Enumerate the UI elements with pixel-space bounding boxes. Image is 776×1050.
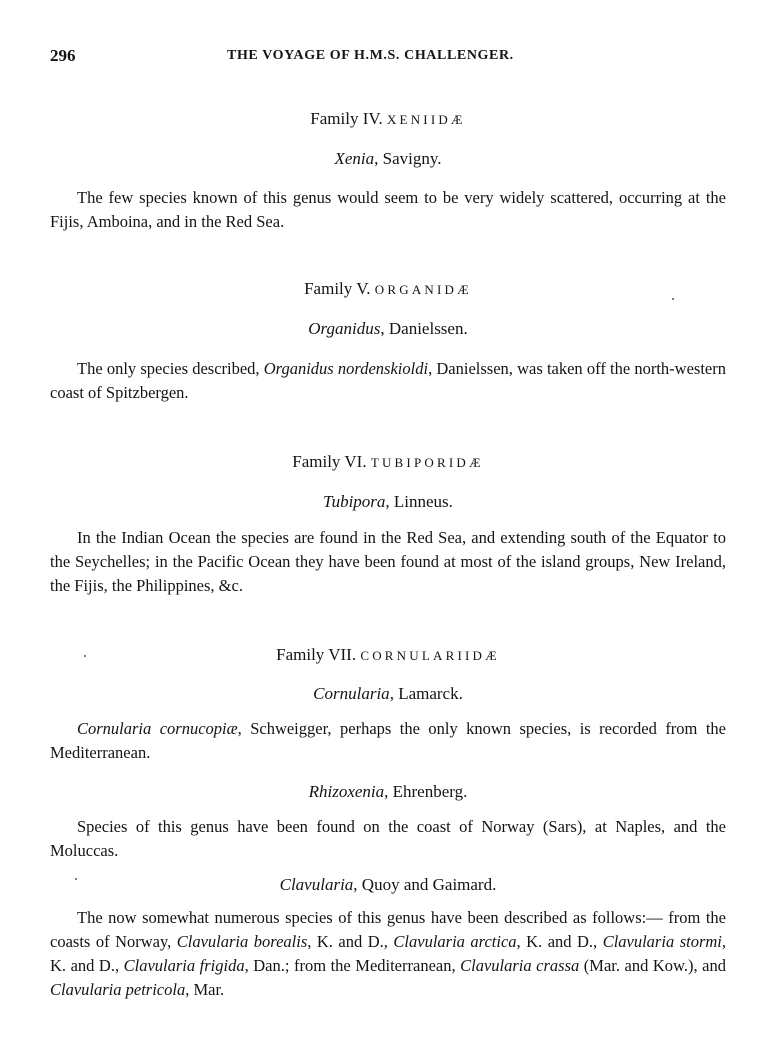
genus-authority: , Quoy and Gaimard. bbox=[353, 875, 497, 894]
family-v-heading bbox=[50, 278, 726, 301]
running-title: THE VOYAGE OF H.M.S. CHALLENGER. bbox=[227, 48, 514, 63]
genus-heading-xenia bbox=[50, 148, 726, 170]
paragraph-text: , Dan.; from the Mediterranean, bbox=[244, 956, 461, 975]
paragraph-text: The now somewhat numerous species of this genus have been described as follows:— from the coasts of Norway, bbox=[50, 908, 726, 951]
genus-authority: , Linneus. bbox=[385, 492, 453, 511]
genus-name: Clavularia bbox=[279, 875, 354, 894]
family-number: Family VII. bbox=[276, 645, 357, 664]
genus-heading-cornularia bbox=[50, 683, 726, 705]
species-name: Clavularia petricola bbox=[50, 980, 186, 999]
genus-heading-organidus bbox=[50, 318, 726, 340]
species-name: Organidus nordenskioldi bbox=[263, 359, 429, 378]
family-name: XENIIDÆ bbox=[386, 112, 466, 127]
genus-name: Tubipora bbox=[323, 492, 386, 511]
species-name: Clavularia stormi bbox=[602, 932, 722, 951]
paragraph-text: The only species described, bbox=[77, 359, 264, 378]
paragraph-text: , Schweigger, perhaps the only known species, is recorded from the Mediterranean. bbox=[50, 719, 726, 762]
species-name: Clavularia borealis bbox=[176, 932, 308, 951]
family-iv-heading bbox=[50, 108, 726, 131]
family-vi-heading bbox=[50, 451, 726, 474]
family-number: Family VI. bbox=[292, 452, 367, 471]
print-speck bbox=[84, 655, 86, 657]
family-name: CORNULARIIDÆ bbox=[360, 648, 500, 663]
genus-authority: , Ehrenberg. bbox=[384, 782, 468, 801]
genus-heading-rhizoxenia bbox=[50, 781, 726, 803]
paragraph-text: , Mar. bbox=[185, 980, 225, 999]
genus-name: Xenia bbox=[334, 149, 375, 168]
paragraph-text: (Mar. and Kow.), and bbox=[579, 956, 726, 975]
paragraph-text: , K. and D., bbox=[307, 932, 394, 951]
genus-heading-tubipora bbox=[50, 491, 726, 513]
family-vii-heading bbox=[50, 644, 726, 667]
print-speck bbox=[672, 298, 674, 300]
genus-name: Organidus bbox=[308, 319, 381, 338]
species-name: Clavularia arctica bbox=[393, 932, 517, 951]
paragraph-organidus bbox=[50, 357, 726, 405]
paragraph-cornularia bbox=[50, 717, 726, 765]
genus-authority: , Savigny. bbox=[374, 149, 442, 168]
print-speck bbox=[75, 878, 77, 880]
paragraph-rhizoxenia: Species of this genus have been found on the coast of Norway (Sars), at Naples, and the Moluccas. bbox=[50, 817, 726, 860]
paragraph-text: , Danielssen, was taken off the north-western coast of Spitzbergen. bbox=[50, 359, 726, 402]
genus-authority: , Danielssen. bbox=[380, 319, 468, 338]
family-number: Family V. bbox=[304, 279, 371, 298]
species-name: Clavularia crassa bbox=[460, 956, 580, 975]
genus-name: Cornularia bbox=[313, 684, 390, 703]
genus-name: Rhizoxenia bbox=[308, 782, 385, 801]
species-name: Clavularia frigida bbox=[123, 956, 245, 975]
paragraph-clavularia bbox=[50, 906, 726, 1002]
paragraph-text: , K. and D., bbox=[516, 932, 603, 951]
paragraph-tubipora: In the Indian Ocean the species are found in the Red Sea, and extending south of the Equator to the Seychelles; in the Pacific Ocean they have been found at most of the island groups, New Ireland, the Fijis, the Philippines, &c. bbox=[50, 528, 726, 595]
genus-heading-clavularia bbox=[50, 874, 726, 896]
paragraph-xenia: The few species known of this genus would seem to be very widely scattered, occurring at the Fijis, Amboina, and in the Red Sea. bbox=[50, 188, 726, 231]
running-head bbox=[50, 46, 726, 70]
page-number: 296 bbox=[50, 46, 76, 65]
paragraph-text: , K. and D., bbox=[50, 932, 726, 975]
family-name: ORGANIDÆ bbox=[374, 282, 472, 297]
family-name: TUBIPORIDÆ bbox=[370, 455, 484, 470]
species-name: Cornularia cornucopiæ bbox=[77, 719, 238, 738]
family-number: Family IV. bbox=[310, 109, 383, 128]
genus-authority: , Lamarck. bbox=[389, 684, 463, 703]
